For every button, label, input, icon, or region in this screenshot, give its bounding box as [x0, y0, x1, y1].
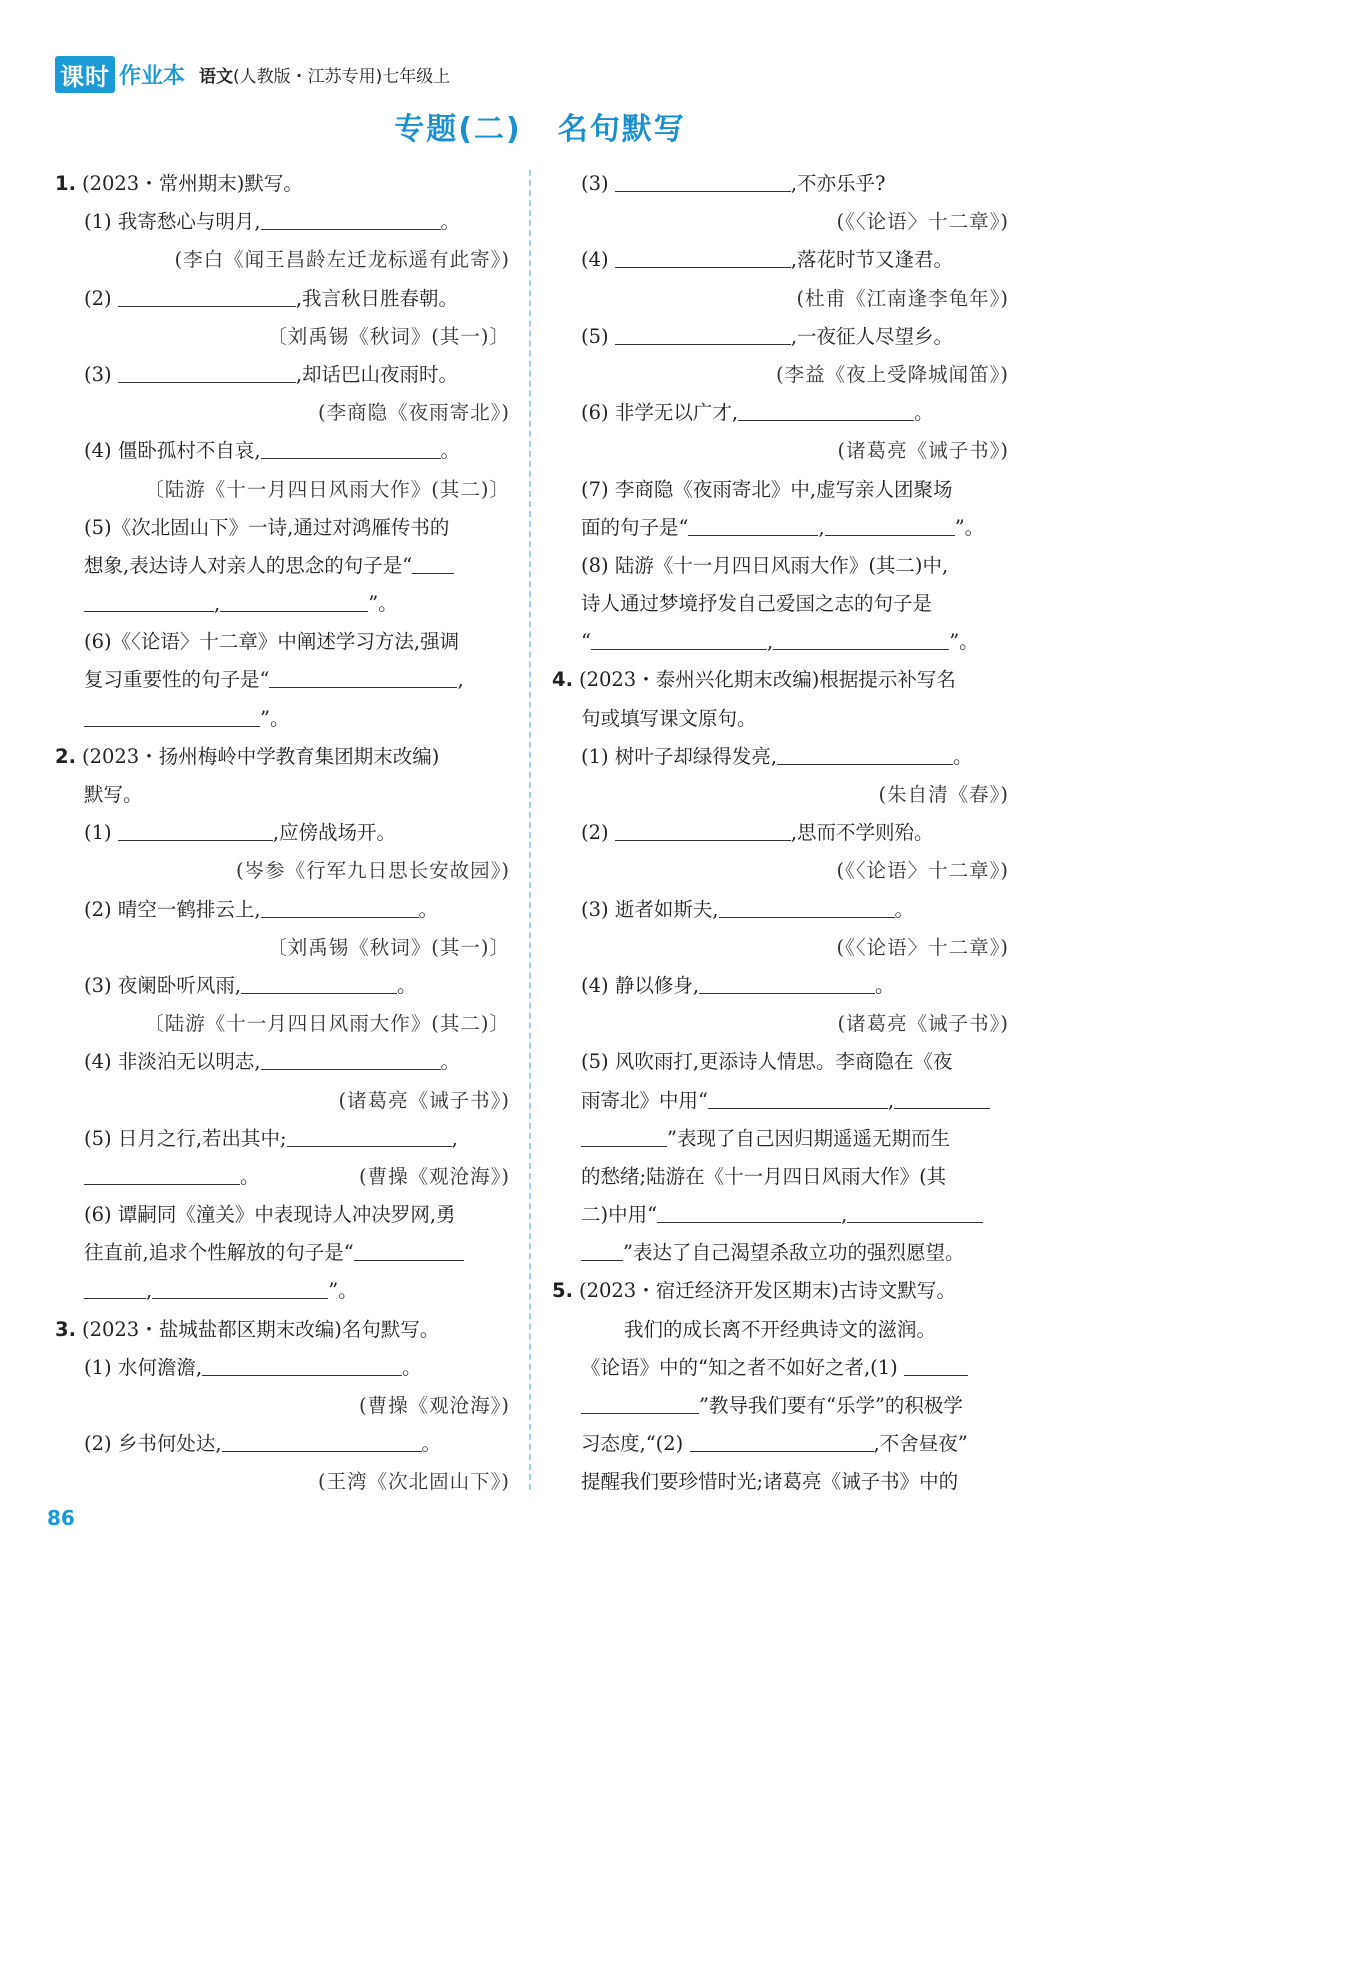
item-text: (6)《〈论语〉十二章》中阐述学习方法,强调 — [84, 630, 460, 654]
source-citation: (诸葛亮《诫子书》) — [837, 439, 1009, 463]
answer-blank[interactable] — [220, 587, 368, 612]
item-text: (3) 夜阑卧听风雨, — [84, 973, 242, 997]
item-text: (2) 晴空一鹤排云上, — [84, 897, 261, 921]
passage-text: ,不舍昼夜” — [873, 1432, 968, 1456]
item-text: ,应傍战场开。 — [272, 821, 397, 845]
item-text: (3) 逝者如斯夫, — [581, 897, 719, 921]
question-number: 2. — [55, 744, 76, 768]
item-text: 诗人通过梦境抒发自己爱国之志的句子是 — [581, 592, 933, 616]
answer-blank[interactable] — [591, 625, 767, 650]
logo-box: 课时 — [55, 56, 115, 93]
source-citation: (王湾《次北固山下》) — [318, 1470, 510, 1494]
source-citation: (李商隐《夜雨寄北》) — [318, 401, 510, 425]
item-text: ,不亦乐乎? — [790, 172, 886, 195]
answer-blank[interactable] — [581, 1236, 623, 1261]
item-text: ,落花时节又逢君。 — [790, 248, 954, 272]
source-citation: (《〈论语〉十二章》) — [836, 859, 1009, 883]
answer-blank[interactable] — [84, 702, 260, 727]
source-citation: (《〈论语〉十二章》) — [836, 935, 1009, 959]
source-citation: 〔刘禹锡《秋词》(其一)〕 — [267, 935, 510, 959]
item-text: (5) 风吹雨打,更添诗人情思。李商隐在《夜 — [581, 1050, 953, 1074]
item-text: 雨寄北》中用“ — [581, 1088, 708, 1112]
answer-blank[interactable] — [222, 1427, 422, 1452]
item-text: 面的句子是“ — [581, 515, 689, 539]
edition: (人教版・江苏专用)七年级上 — [233, 66, 451, 87]
answer-blank[interactable] — [84, 1160, 240, 1185]
answer-blank[interactable] — [261, 893, 419, 918]
source-citation: 〔刘禹锡《秋词》(其一)〕 — [267, 324, 510, 348]
item-text: (1) 我寄愁心与明月, — [84, 210, 261, 234]
item-text: ”表现了自己因归期遥遥无期而生 — [667, 1126, 950, 1150]
item-text: (5) — [581, 324, 609, 348]
item-text: (4) 静以修身, — [581, 973, 700, 997]
item-text: (8) 陆游《十一月四日风雨大作》(其二)中, — [581, 553, 949, 577]
item-text: ”表达了自己渴望杀敌立功的强烈愿望。 — [623, 1241, 965, 1265]
item-text: ,一夜征人尽望乡。 — [790, 324, 954, 348]
item-text: 二)中用“ — [581, 1203, 658, 1227]
item-text: 复习重要性的句子是“ — [84, 668, 270, 692]
page-number: 86 — [47, 1506, 75, 1530]
item-text: (1) 水何澹澹, — [84, 1355, 203, 1379]
answer-blank[interactable] — [354, 1236, 464, 1261]
page-title — [0, 104, 1080, 148]
answer-blank[interactable] — [708, 1084, 888, 1109]
passage-text: 提醒我们要珍惜时光;诸葛亮《诫子书》中的 — [581, 1470, 959, 1494]
item-text: ,我言秋日胜春朝。 — [295, 286, 459, 310]
question-head: (2023・扬州梅岭中学教育集团期末改编) — [81, 744, 440, 768]
question-number: 5. — [552, 1279, 573, 1303]
left-column: 1. (2023・常州期末)默写。 (1) 我寄愁心与明月, 。 (李白《闻王昌龄左迁龙标遥有此寄》) (2) ,我言秋日胜春朝。 〔刘禹锡《秋词》(其一)〕 (3) ,却话巴山夜雨时。 (李商隐《夜雨寄北》) (4) 僵卧孤村不自哀, 。 〔陆游《十一月四日风雨大作》(其二)〕 (5)《次北固山下》一诗,通过对鸿雁传书的 想象,表达诗人对亲人的思念的句子是“ , ”。 (6)《〈论语〉十二章》中阐述学习方法,强调 复习重要性的句子是“ , ”。 2. (2023・扬州梅岭中学教育集团期末改编) 默写。 (1) ,应傍战场开。 (岑参《行军九日思长安故园》) (2) 晴空一鹤排云上, 。 〔刘禹锡《秋词》(其一)〕 (3) 夜阑卧听风雨, 。 〔陆游《十一月四日风雨大作》(其二)〕 (4) 非淡泊无以明志, 。 (诸葛亮《诫子书》) (5) 日月之行,若出其中; , 。 (曹操《观沧海》) (6) 谭嗣同《潼关》中表现诗人冲决罗网,勇 往直前,追求个性解放的句子是“ , ”。 3. (2023・盐城盐都区期末改编)名句默写。 (1) 水何澹澹, 。 (曹操《观沧海》) (2) 乡书何处达, 。 (王湾《次北固山下》) — [55, 165, 510, 1502]
question-head-cont: 默写。 — [84, 783, 143, 806]
source-citation: 〔陆游《十一月四日风雨大作》(其二)〕 — [144, 477, 510, 501]
answer-blank[interactable] — [581, 1389, 699, 1414]
question-head: (2023・泰州兴化期末改编)根据提示补写名 — [578, 668, 956, 692]
passage-text: 《论语》中的“知之者不如好之者,(1) — [581, 1355, 898, 1379]
answer-blank[interactable] — [615, 320, 791, 345]
column-divider — [529, 170, 531, 1490]
item-text: ,思而不学则殆。 — [790, 821, 934, 845]
item-text: 往直前,追求个性解放的句子是“ — [84, 1241, 354, 1265]
answer-blank[interactable] — [118, 358, 296, 383]
source-citation: (《〈论语〉十二章》) — [836, 210, 1009, 234]
answer-blank[interactable] — [615, 816, 791, 841]
item-text: (5) 日月之行,若出其中; — [84, 1126, 287, 1150]
source-citation: (李白《闻王昌龄左迁龙标遥有此寄》) — [174, 248, 510, 272]
source-citation: (朱自清《春》) — [878, 783, 1009, 806]
source-citation: (诸葛亮《诫子书》) — [338, 1088, 510, 1112]
answer-blank[interactable] — [412, 549, 454, 574]
source-citation: (曹操《观沧海》) — [359, 1164, 510, 1188]
right-column: (3) ,不亦乐乎? (《〈论语〉十二章》) (4) ,落花时节又逢君。 (杜甫《江南逢李龟年》) (5) ,一夜征人尽望乡。 (李益《夜上受降城闻笛》) (6) 非学无以广才, 。 (诸葛亮《诫子书》) (7) 李商隐《夜雨寄北》中,虚写亲人团聚场 面的句子是“ , ”。 (8) 陆游《十一月四日风雨大作》(其二)中, 诗人通过梦境抒发自己爱国之志的句子是 “ , ”。 4. (2023・泰州兴化期末改编)根据提示补写名 句或填写课文原句。 (1) 树叶子却绿得发亮, 。 (朱自清《春》) (2) ,思而不学则殆。 (《〈论语〉十二章》) (3) 逝者如斯夫, 。 (《〈论语〉十二章》) (4) 静以修身, 。 (诸葛亮《诫子书》) (5) 风吹雨打,更添诗人情思。李商隐在《夜 雨寄北》中用“ , ”表现了自己因归期遥遥无期而生 的愁绪;陆游在《十一月四日风雨大作》(其 二)中用“ , ”表达了自己渴望杀敌立功的强烈愿望。 5. (2023・宿迁经济开发区期末)古诗文默写。 我们的成长离不开经典诗文的滋润。 《论语》中的“知之者不如好之者,(1) ”教导我们要有“乐学”的积极学 习态度,“(2) ,不舍昼夜” 提醒我们要珍惜时光;诸葛亮《诫子书》中的 — [552, 165, 1009, 1502]
item-text: (6) 非学无以广才, — [581, 401, 739, 425]
answer-blank[interactable] — [690, 1427, 874, 1452]
source-citation: (曹操《观沧海》) — [359, 1394, 510, 1417]
title-part2: 名句默写 — [557, 112, 686, 147]
passage-text: 我们的成长离不开经典诗文的滋润。 — [624, 1317, 937, 1341]
answer-blank[interactable] — [261, 1045, 441, 1070]
answer-blank[interactable] — [615, 167, 791, 192]
answer-blank[interactable] — [202, 1351, 402, 1376]
page-header — [55, 56, 450, 92]
answer-blank[interactable] — [261, 434, 441, 459]
answer-blank[interactable] — [615, 243, 791, 268]
question-head-cont: 句或填写课文原句。 — [581, 706, 757, 730]
item-text: (2) — [581, 821, 609, 845]
source-citation: 〔陆游《十一月四日风雨大作》(其二)〕 — [144, 1012, 510, 1036]
item-text: (7) 李商隐《夜雨寄北》中,虚写亲人团聚场 — [581, 477, 953, 501]
title-part1: 专题(二) — [394, 112, 522, 147]
answer-blank[interactable] — [118, 816, 273, 841]
item-text: ,却话巴山夜雨时。 — [295, 362, 459, 386]
item-text: (1) — [84, 821, 112, 845]
question-number: 1. — [55, 172, 76, 195]
item-text: (3) — [84, 362, 112, 386]
answer-blank[interactable] — [688, 511, 818, 536]
answer-blank[interactable] — [84, 1274, 146, 1299]
item-text: (2) 乡书何处达, — [84, 1432, 222, 1456]
item-text: (3) — [581, 172, 609, 195]
logo-text: 作业本 — [119, 63, 186, 89]
answer-blank[interactable] — [699, 969, 875, 994]
item-text: 的愁绪;陆游在《十一月四日风雨大作》(其 — [581, 1164, 947, 1188]
question-head: (2023・盐城盐都区期末改编)名句默写。 — [81, 1317, 440, 1341]
answer-blank[interactable] — [657, 1198, 841, 1223]
answer-blank[interactable] — [581, 1122, 667, 1147]
source-citation: (诸葛亮《诫子书》) — [837, 1012, 1009, 1036]
answer-blank[interactable] — [894, 1084, 990, 1109]
question-head: (2023・常州期末)默写。 — [81, 172, 303, 195]
book-info — [199, 62, 450, 87]
passage-text: 习态度,“(2) — [581, 1432, 684, 1456]
source-citation: (李益《夜上受降城闻笛》) — [776, 362, 1009, 386]
answer-blank[interactable] — [777, 740, 953, 765]
answer-blank[interactable] — [118, 282, 296, 307]
answer-blank[interactable] — [241, 969, 397, 994]
answer-blank[interactable] — [825, 511, 955, 536]
answer-blank[interactable] — [738, 396, 914, 421]
answer-blank[interactable] — [773, 625, 949, 650]
question-number: 4. — [552, 668, 573, 692]
answer-blank[interactable] — [84, 587, 214, 612]
answer-blank[interactable] — [904, 1351, 968, 1376]
item-text: (5)《次北固山下》一诗,通过对鸿雁传书的 — [84, 515, 450, 539]
answer-blank[interactable] — [152, 1274, 328, 1299]
question-number: 3. — [55, 1317, 76, 1341]
item-text: (4) — [581, 248, 609, 272]
item-text: (1) 树叶子却绿得发亮, — [581, 744, 778, 768]
answer-blank[interactable] — [719, 893, 895, 918]
subject: 语文 — [199, 66, 234, 87]
item-text: (4) 僵卧孤村不自哀, — [84, 439, 261, 463]
source-citation: (岑参《行军九日思长安故园》) — [236, 859, 510, 883]
answer-blank[interactable] — [261, 205, 441, 230]
question-head: (2023・宿迁经济开发区期末)古诗文默写。 — [578, 1279, 956, 1303]
item-text: 想象,表达诗人对亲人的思念的句子是“ — [84, 553, 413, 577]
item-text: (4) 非淡泊无以明志, — [84, 1050, 261, 1074]
answer-blank[interactable] — [269, 663, 457, 688]
series-logo — [55, 56, 185, 93]
passage-text: ”教导我们要有“乐学”的积极学 — [699, 1394, 963, 1417]
answer-blank[interactable] — [287, 1122, 452, 1147]
source-citation: (杜甫《江南逢李龟年》) — [796, 286, 1009, 310]
item-text: (2) — [84, 286, 112, 310]
answer-blank[interactable] — [847, 1198, 983, 1223]
item-text: (6) 谭嗣同《潼关》中表现诗人冲决罗网,勇 — [84, 1203, 456, 1227]
